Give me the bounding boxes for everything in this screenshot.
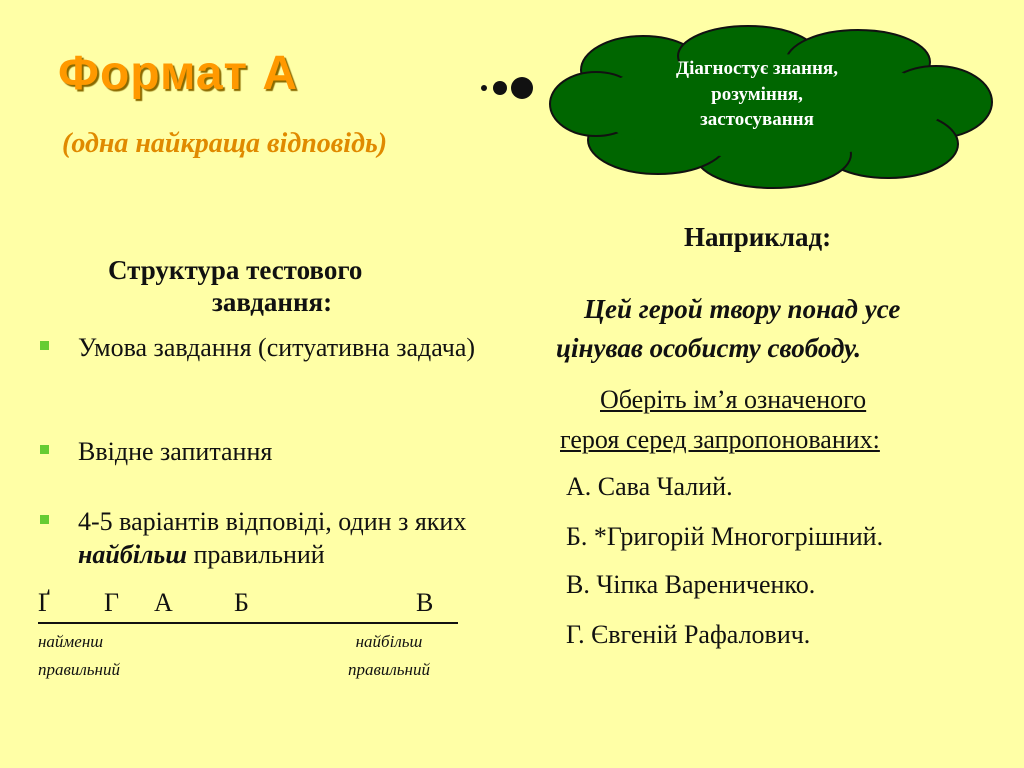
scale-caption-right (348, 628, 430, 684)
bullet-text-emphasis: найбільш (78, 539, 187, 569)
bubble-large (511, 77, 533, 99)
square-bullet-icon (40, 341, 49, 350)
scale-caption-left (38, 628, 120, 684)
structure-heading-line-2: завдання: (212, 287, 333, 318)
scale-caption-right-line-2: правильний (348, 660, 430, 680)
answer-option: А. Сава Чалий. (566, 472, 733, 501)
cloud-line-1: Діагностує знання, (676, 58, 838, 79)
example-instruction (556, 380, 996, 461)
bubble-small (481, 85, 487, 91)
bullet-item (40, 506, 510, 571)
example-heading: Наприклад: (684, 222, 832, 252)
example-question (556, 290, 996, 368)
square-bullet-icon (40, 515, 49, 524)
example-instruction-line-2: героя серед запропонованих: (560, 425, 880, 455)
answer-option: Г. Євгеній Рафалович. (566, 620, 811, 649)
example-question-line-1: Цей герой твору понад усе (584, 294, 901, 324)
thought-bubbles (478, 72, 548, 106)
scale-letter: Б (234, 588, 249, 617)
bullet-text-prefix: 4-5 варіантів відповіді, один з яких (78, 507, 467, 536)
answer-option: В. Чіпка Варениченко. (566, 570, 816, 599)
scale-caption-left-line-2: правильний (38, 660, 120, 680)
cloud-line-3: застосування (700, 109, 814, 131)
bullet-text-suffix: правильний (186, 539, 325, 569)
scale-letter: Г (104, 588, 120, 617)
slide-title: Формат А (58, 47, 299, 100)
cloud-text (612, 56, 902, 133)
square-bullet-icon (40, 445, 49, 454)
bubble-medium (493, 81, 507, 95)
scale-caption-left-line-1: найменш (38, 632, 104, 651)
bullet-item (40, 332, 510, 365)
structure-heading (60, 254, 490, 319)
example-instruction-line-1: Оберіть ім’я означеного (600, 385, 867, 414)
slide-subtitle: (одна найкраща відповідь) (62, 128, 388, 159)
bullet-text: Ввідне запитання (78, 437, 273, 466)
bullet-text (78, 506, 510, 571)
bullet-item (40, 436, 510, 469)
example-question-line-2: цінував особисту свободу. (556, 333, 862, 364)
scale-caption-right-line-1: найбільш (355, 632, 423, 651)
scale-letter: Ґ (38, 588, 50, 617)
answer-scale (38, 588, 458, 624)
answer-option: Б. *Григорій Многогрішний. (566, 522, 884, 551)
scale-letter: А (154, 588, 173, 617)
structure-heading-line-1: Структура тестового (108, 255, 363, 285)
cloud-line-2: розуміння, (711, 83, 803, 105)
bullet-text: Умова завдання (ситуативна задача) (78, 333, 476, 362)
scale-letter: В (416, 588, 434, 617)
